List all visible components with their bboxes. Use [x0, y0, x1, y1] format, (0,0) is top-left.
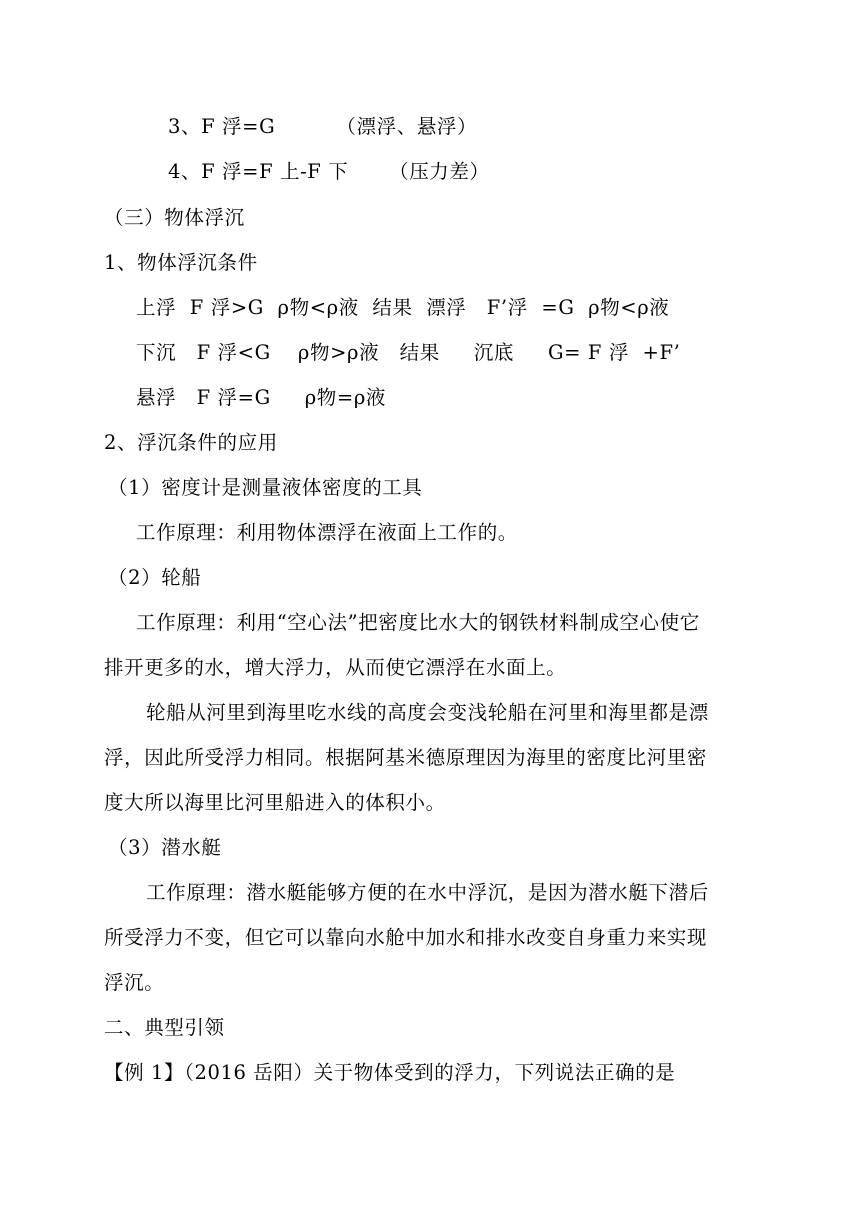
item-submarine: （3）潜水艇 [108, 836, 222, 859]
formula-line-4: 4、F 浮=F 上-F 下 （压力差） [168, 160, 490, 183]
ship-note-line-2: 浮，因此所受浮力相同。根据阿基米德原理因为海里的密度比河里密 [104, 746, 708, 769]
item-hydrometer: （1）密度计是测量液体密度的工具 [108, 476, 423, 499]
section-heading-sink-float: （三）物体浮沉 [104, 206, 245, 229]
subheading-conditions: 1、物体浮沉条件 [104, 251, 258, 274]
example-1-question: 【例 1】（2016 岳阳）关于物体受到的浮力，下列说法正确的是 [104, 1061, 676, 1084]
submarine-principle-line-2: 所受浮力不变，但它可以靠向水舱中加水和排水改变自身重力来实现 [104, 926, 708, 949]
hydrometer-principle: 工作原理：利用物体漂浮在液面上工作的。 [136, 521, 518, 544]
condition-rise: 上浮 F 浮>G ρ物<ρ液 结果 漂浮 F’浮 =G ρ物<ρ液 [136, 296, 670, 319]
ship-note-line-1: 轮船从河里到海里吃水线的高度会变浅轮船在河里和海里都是漂 [146, 701, 709, 724]
section-heading-typical-examples: 二、典型引领 [104, 1016, 225, 1039]
item-ship: （2）轮船 [108, 566, 202, 589]
ship-principle-line-1: 工作原理：利用“空心法”把密度比水大的钢铁材料制成空心使它 [136, 611, 700, 634]
condition-sink: 下沉 F 浮<G ρ物>ρ液 结果 沉底 G= F 浮 +F’ [136, 341, 681, 364]
ship-note-line-3: 度大所以海里比河里船进入的体积小。 [104, 791, 446, 814]
formula-line-3: 3、F 浮=G （漂浮、悬浮） [168, 115, 478, 138]
subheading-applications: 2、浮沉条件的应用 [104, 431, 278, 454]
condition-suspend: 悬浮 F 浮=G ρ物=ρ液 [136, 386, 386, 409]
submarine-principle-line-1: 工作原理：潜水艇能够方便的在水中浮沉，是因为潜水艇下潜后 [146, 881, 709, 904]
ship-principle-line-2: 排开更多的水，增大浮力，从而使它漂浮在水面上。 [104, 656, 567, 679]
submarine-principle-line-3: 浮沉。 [104, 971, 165, 994]
